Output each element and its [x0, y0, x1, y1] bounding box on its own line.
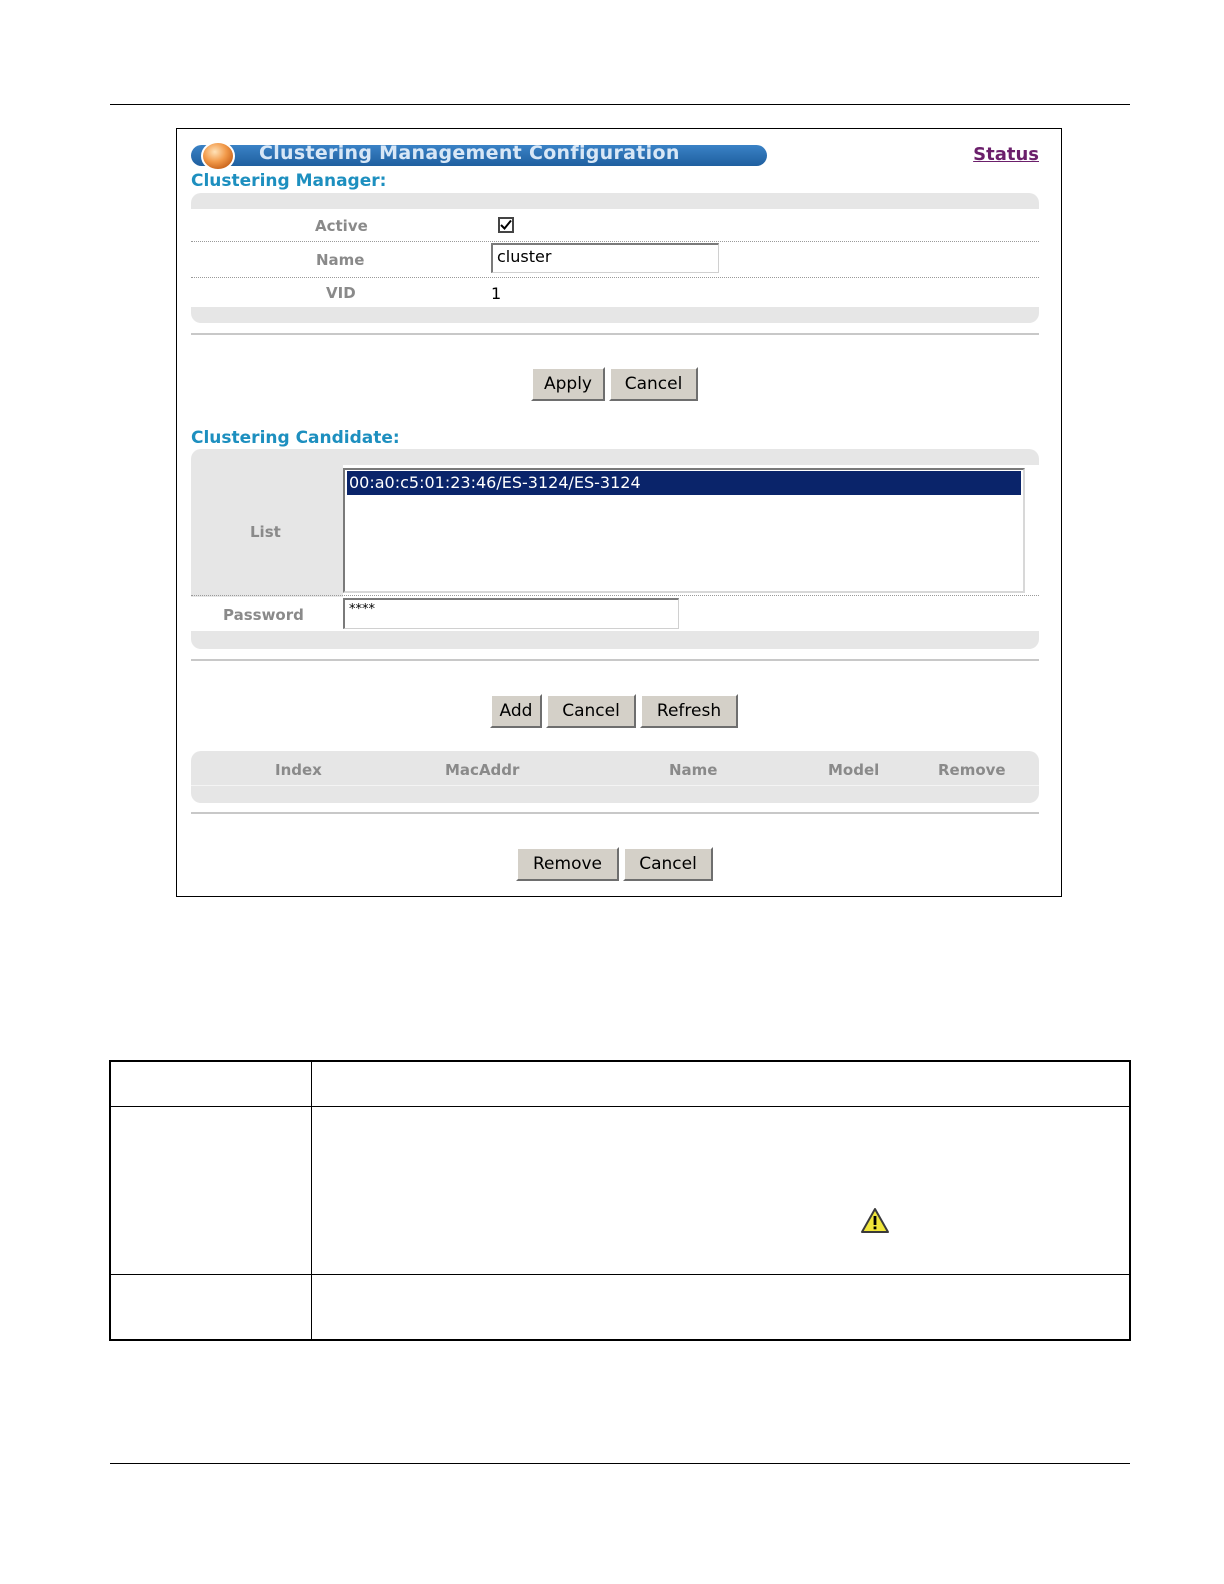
- column-divider: [311, 1062, 312, 1339]
- column-header-model: Model: [828, 761, 880, 779]
- remove-button[interactable]: Remove: [516, 847, 619, 881]
- column-header-macaddr: MacAddr: [445, 761, 520, 779]
- manager-cancel-button[interactable]: Cancel: [609, 367, 698, 401]
- screenshot-frame: [176, 128, 1062, 897]
- divider: [191, 333, 1039, 335]
- divider: [191, 812, 1039, 814]
- refresh-button[interactable]: Refresh: [640, 694, 738, 728]
- password-label: Password: [223, 606, 304, 624]
- footer-rule: [110, 1463, 1130, 1464]
- manager-heading: Clustering Manager:: [191, 171, 387, 191]
- password-field[interactable]: ****: [343, 598, 679, 629]
- header-rule: [110, 104, 1130, 105]
- warning-triangle-icon: [860, 1207, 890, 1235]
- vid-value: 1: [491, 284, 502, 303]
- candidate-cancel-button[interactable]: Cancel: [546, 694, 636, 728]
- active-checkbox[interactable]: [498, 217, 514, 233]
- active-label: Active: [315, 217, 368, 235]
- list-item[interactable]: 00:a0:c5:01:23:46/ES-3124/ES-3124: [347, 471, 1021, 495]
- add-button[interactable]: Add: [490, 694, 542, 728]
- list-label: List: [250, 523, 281, 541]
- column-header-remove: Remove: [938, 761, 1006, 779]
- members-cancel-button[interactable]: Cancel: [623, 847, 713, 881]
- description-table: [109, 1060, 1131, 1341]
- table-row: [111, 1274, 1129, 1275]
- column-header-index: Index: [275, 761, 322, 779]
- name-field[interactable]: cluster: [491, 243, 719, 273]
- orb-icon: [201, 139, 235, 173]
- divider: [191, 659, 1039, 661]
- column-header-name: Name: [669, 761, 718, 779]
- candidate-listbox[interactable]: [343, 468, 1025, 593]
- vid-label: VID: [326, 284, 356, 302]
- status-link[interactable]: Status: [973, 144, 1039, 165]
- table-row: [111, 1106, 1129, 1107]
- name-label: Name: [316, 251, 365, 269]
- apply-button[interactable]: Apply: [531, 367, 605, 401]
- page-title: Clustering Management Configuration: [259, 142, 680, 164]
- candidate-heading: Clustering Candidate:: [191, 428, 400, 448]
- checkmark-icon: [500, 219, 512, 231]
